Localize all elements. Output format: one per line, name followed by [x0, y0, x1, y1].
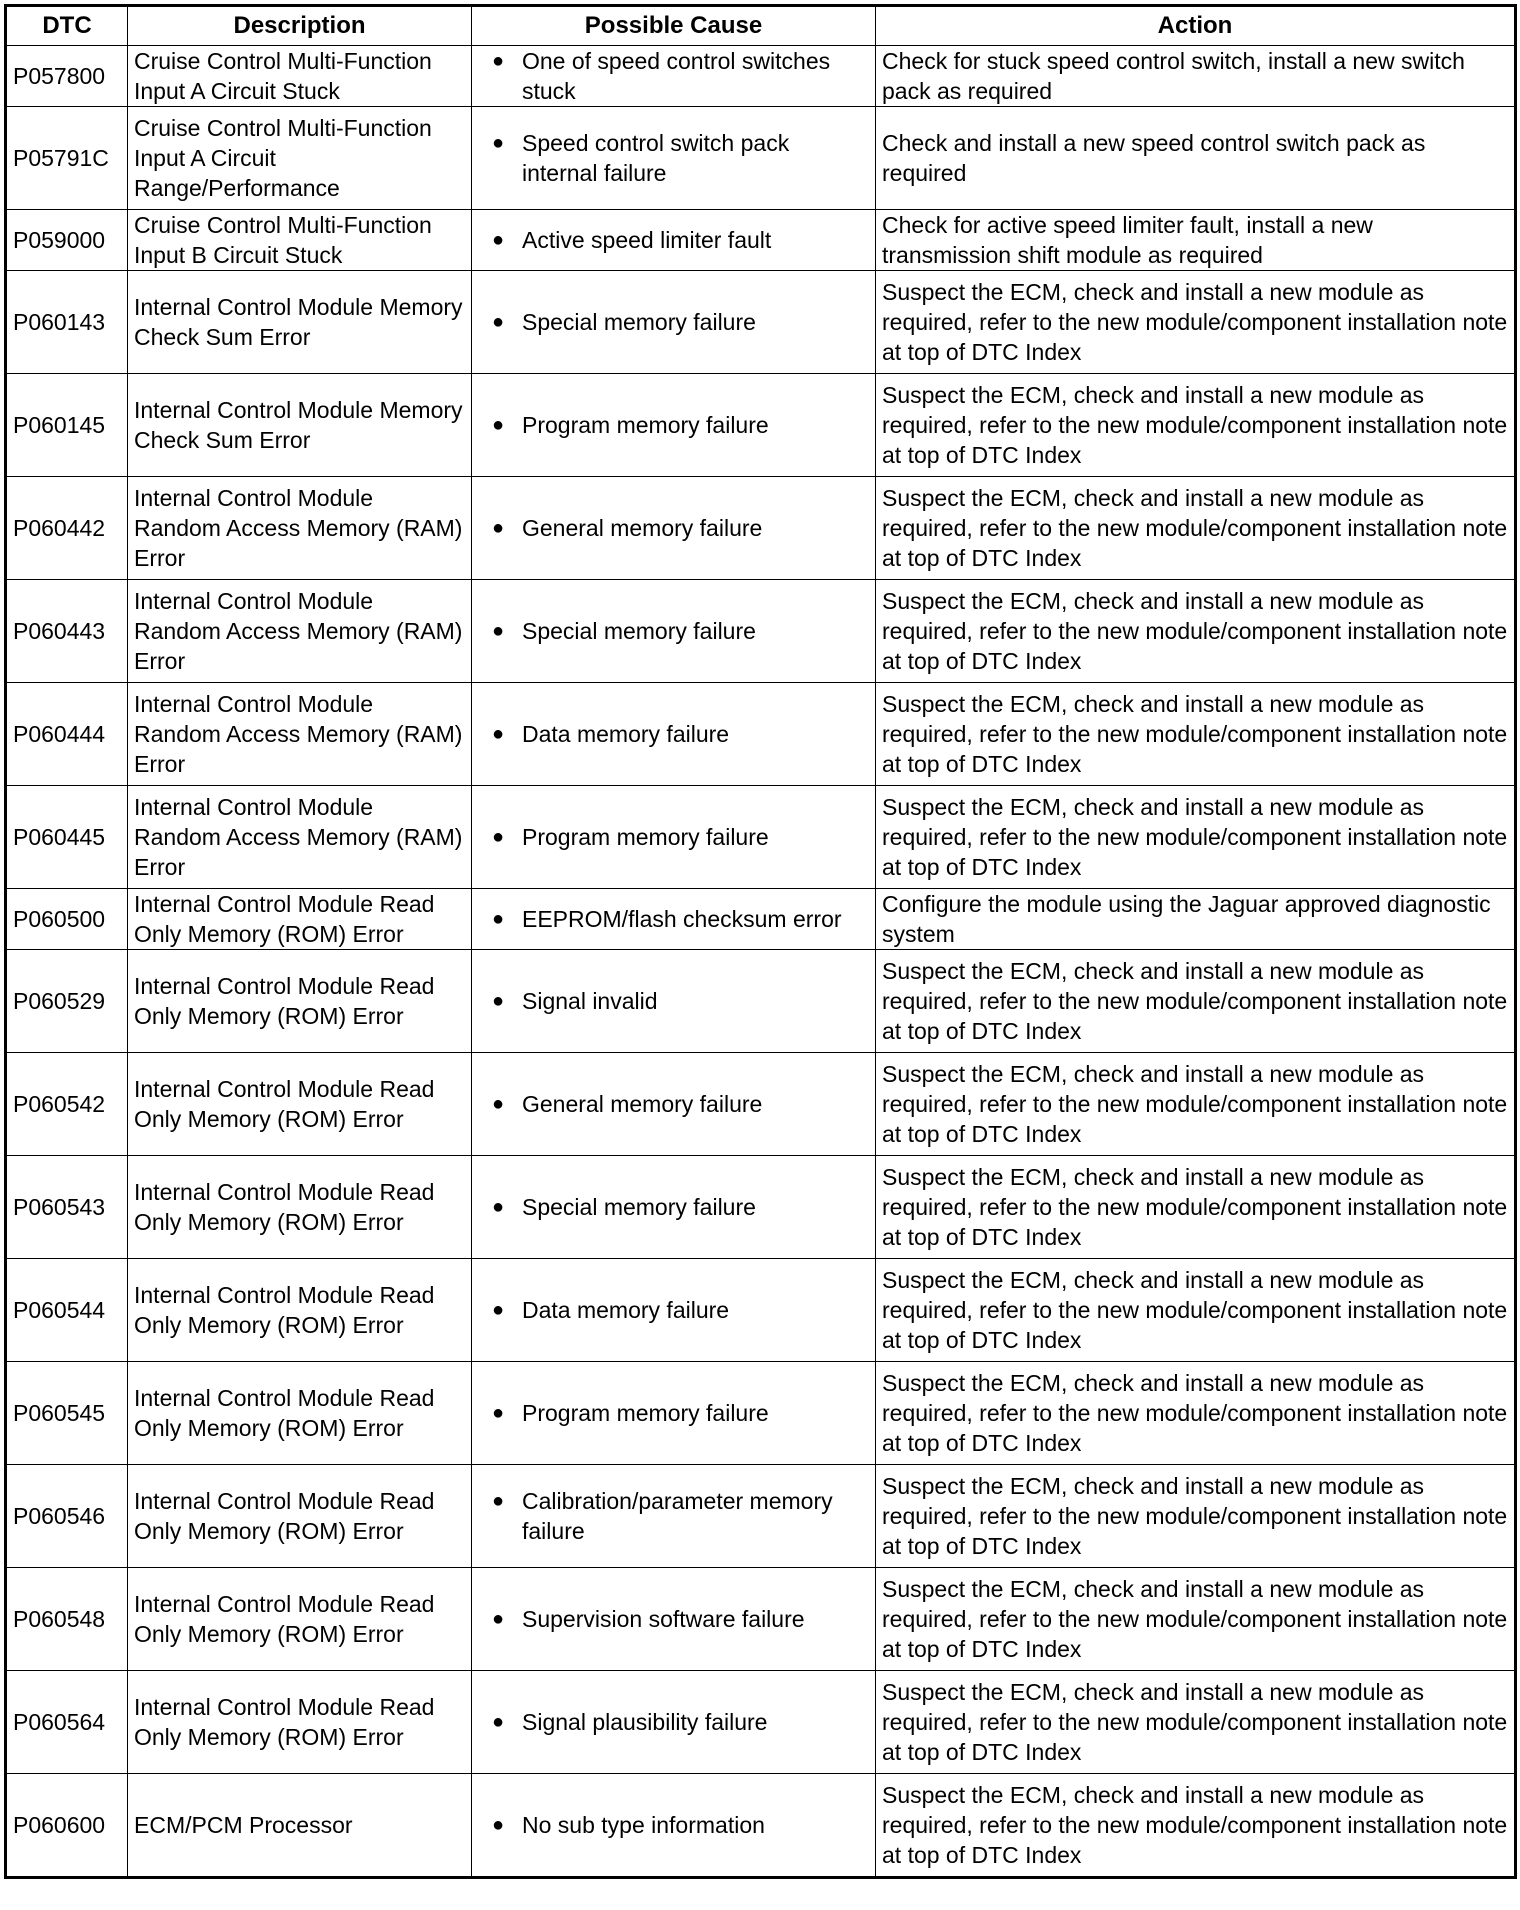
- action-text: Suspect the ECM, check and install a new module as required, refer to the new module/component installation note at top of DTC Index: [876, 1671, 1516, 1774]
- bullet-icon: ●: [492, 990, 505, 1012]
- action-text: Suspect the ECM, check and install a new module as required, refer to the new module/component installation note at top of DTC Index: [876, 950, 1516, 1053]
- dtc-code: P060500: [6, 889, 128, 950]
- possible-cause: No sub type information: [522, 1812, 765, 1838]
- dtc-description: ECM/PCM Processor: [128, 1774, 472, 1878]
- possible-cause: Active speed limiter fault: [522, 227, 772, 253]
- dtc-description: Cruise Control Multi-Function Input A Circuit Range/Performance: [128, 107, 472, 210]
- possible-cause: Program memory failure: [522, 1400, 769, 1426]
- action-text: Suspect the ECM, check and install a new module as required, refer to the new module/component installation note at top of DTC Index: [876, 786, 1516, 889]
- possible-cause-cell: [472, 1568, 876, 1671]
- table-row: [6, 1259, 1516, 1362]
- possible-cause-cell: [472, 477, 876, 580]
- dtc-description: Internal Control Module Read Only Memory (ROM) Error: [128, 1259, 472, 1362]
- possible-cause-cell: [472, 1671, 876, 1774]
- dtc-description: Internal Control Module Read Only Memory (ROM) Error: [128, 950, 472, 1053]
- dtc-code: P05791C: [6, 107, 128, 210]
- possible-cause: Special memory failure: [522, 618, 756, 644]
- action-text: Check and install a new speed control switch pack as required: [876, 107, 1516, 210]
- possible-cause-cell: [472, 1465, 876, 1568]
- possible-cause-cell: [472, 46, 876, 107]
- bullet-icon: ●: [492, 1490, 505, 1512]
- bullet-icon: ●: [492, 311, 505, 333]
- possible-cause-cell: [472, 1774, 876, 1878]
- bullet-icon: ●: [492, 1093, 505, 1115]
- dtc-code: P060542: [6, 1053, 128, 1156]
- bullet-icon: ●: [492, 826, 505, 848]
- possible-cause: Supervision software failure: [522, 1606, 805, 1632]
- possible-cause: Special memory failure: [522, 309, 756, 335]
- table-row: [6, 889, 1516, 950]
- action-text: Suspect the ECM, check and install a new module as required, refer to the new module/component installation note at top of DTC Index: [876, 580, 1516, 683]
- action-text: Suspect the ECM, check and install a new module as required, refer to the new module/component installation note at top of DTC Index: [876, 271, 1516, 374]
- table-row: [6, 580, 1516, 683]
- action-text: Suspect the ECM, check and install a new module as required, refer to the new module/component installation note at top of DTC Index: [876, 1053, 1516, 1156]
- possible-cause-cell: [472, 107, 876, 210]
- bullet-icon: ●: [492, 1402, 505, 1424]
- possible-cause: Special memory failure: [522, 1194, 756, 1220]
- table-row: [6, 107, 1516, 210]
- dtc-description: Internal Control Module Read Only Memory (ROM) Error: [128, 1156, 472, 1259]
- dtc-code: P060600: [6, 1774, 128, 1878]
- bullet-icon: ●: [492, 1196, 505, 1218]
- possible-cause: One of speed control switches stuck: [522, 48, 831, 104]
- bullet-icon: ●: [492, 1299, 505, 1321]
- bullet-icon: ●: [492, 908, 505, 930]
- bullet-icon: ●: [492, 1608, 505, 1630]
- table-header-row: [6, 6, 1516, 46]
- table-row: [6, 950, 1516, 1053]
- possible-cause-cell: [472, 374, 876, 477]
- possible-cause: Signal plausibility failure: [522, 1709, 768, 1735]
- action-text: Suspect the ECM, check and install a new module as required, refer to the new module/component installation note at top of DTC Index: [876, 477, 1516, 580]
- dtc-description: Internal Control Module Read Only Memory (ROM) Error: [128, 1362, 472, 1465]
- dtc-code: P060548: [6, 1568, 128, 1671]
- bullet-icon: ●: [492, 723, 505, 745]
- table-row: [6, 46, 1516, 107]
- bullet-icon: ●: [492, 229, 505, 251]
- dtc-description: Internal Control Module Read Only Memory (ROM) Error: [128, 1568, 472, 1671]
- dtc-code: P060443: [6, 580, 128, 683]
- bullet-icon: ●: [492, 414, 505, 436]
- dtc-code: P060529: [6, 950, 128, 1053]
- possible-cause-cell: [472, 786, 876, 889]
- table-row: [6, 683, 1516, 786]
- action-text: Suspect the ECM, check and install a new module as required, refer to the new module/component installation note at top of DTC Index: [876, 1259, 1516, 1362]
- action-text: Suspect the ECM, check and install a new module as required, refer to the new module/component installation note at top of DTC Index: [876, 1774, 1516, 1878]
- possible-cause-cell: [472, 950, 876, 1053]
- table-row: [6, 1568, 1516, 1671]
- possible-cause: Speed control switch pack internal failure: [522, 130, 790, 186]
- dtc-code: P060545: [6, 1362, 128, 1465]
- possible-cause-cell: [472, 210, 876, 271]
- dtc-code: P060145: [6, 374, 128, 477]
- header-description: Description: [128, 6, 472, 46]
- possible-cause-cell: [472, 580, 876, 683]
- possible-cause: EEPROM/flash checksum error: [522, 906, 842, 932]
- dtc-code: P057800: [6, 46, 128, 107]
- table-row: [6, 1362, 1516, 1465]
- header-dtc: DTC: [6, 6, 128, 46]
- dtc-description: Internal Control Module Memory Check Sum Error: [128, 374, 472, 477]
- table-row: [6, 1156, 1516, 1259]
- possible-cause: Calibration/parameter memory failure: [522, 1488, 833, 1544]
- possible-cause: General memory failure: [522, 1091, 763, 1117]
- dtc-code: P060543: [6, 1156, 128, 1259]
- dtc-description: Internal Control Module Memory Check Sum Error: [128, 271, 472, 374]
- dtc-description: Cruise Control Multi-Function Input A Circuit Stuck: [128, 46, 472, 107]
- dtc-description: Internal Control Module Read Only Memory (ROM) Error: [128, 889, 472, 950]
- table-row: [6, 786, 1516, 889]
- table-row: [6, 1053, 1516, 1156]
- action-text: Suspect the ECM, check and install a new module as required, refer to the new module/component installation note at top of DTC Index: [876, 1156, 1516, 1259]
- action-text: Suspect the ECM, check and install a new module as required, refer to the new module/component installation note at top of DTC Index: [876, 1568, 1516, 1671]
- possible-cause-cell: [472, 271, 876, 374]
- dtc-code: P060544: [6, 1259, 128, 1362]
- dtc-description: Internal Control Module Random Access Memory (RAM) Error: [128, 477, 472, 580]
- possible-cause-cell: [472, 683, 876, 786]
- dtc-description: Internal Control Module Read Only Memory (ROM) Error: [128, 1053, 472, 1156]
- possible-cause-cell: [472, 1156, 876, 1259]
- action-text: Suspect the ECM, check and install a new module as required, refer to the new module/component installation note at top of DTC Index: [876, 374, 1516, 477]
- dtc-code: P060444: [6, 683, 128, 786]
- dtc-code: P060445: [6, 786, 128, 889]
- table-row: [6, 271, 1516, 374]
- action-text: Suspect the ECM, check and install a new module as required, refer to the new module/component installation note at top of DTC Index: [876, 1465, 1516, 1568]
- dtc-description: Internal Control Module Random Access Memory (RAM) Error: [128, 580, 472, 683]
- action-text: Suspect the ECM, check and install a new module as required, refer to the new module/component installation note at top of DTC Index: [876, 1362, 1516, 1465]
- dtc-description: Internal Control Module Read Only Memory (ROM) Error: [128, 1465, 472, 1568]
- dtc-description: Internal Control Module Read Only Memory (ROM) Error: [128, 1671, 472, 1774]
- table-row: [6, 477, 1516, 580]
- dtc-description: Cruise Control Multi-Function Input B Circuit Stuck: [128, 210, 472, 271]
- dtc-description: Internal Control Module Random Access Memory (RAM) Error: [128, 786, 472, 889]
- table-row: [6, 1671, 1516, 1774]
- bullet-icon: ●: [492, 132, 505, 154]
- possible-cause-cell: [472, 1362, 876, 1465]
- dtc-code: P060546: [6, 1465, 128, 1568]
- action-text: Check for stuck speed control switch, install a new switch pack as required: [876, 46, 1516, 107]
- bullet-icon: ●: [492, 1711, 505, 1733]
- dtc-code: P059000: [6, 210, 128, 271]
- table-row: [6, 1465, 1516, 1568]
- possible-cause: Program memory failure: [522, 412, 769, 438]
- action-text: Configure the module using the Jaguar approved diagnostic system: [876, 889, 1516, 950]
- dtc-code: P060442: [6, 477, 128, 580]
- bullet-icon: ●: [492, 50, 505, 72]
- action-text: Check for active speed limiter fault, install a new transmission shift module as required: [876, 210, 1516, 271]
- possible-cause-cell: [472, 889, 876, 950]
- dtc-code: P060143: [6, 271, 128, 374]
- bullet-icon: ●: [492, 1814, 505, 1836]
- table-row: [6, 1774, 1516, 1878]
- possible-cause: Data memory failure: [522, 1297, 730, 1323]
- header-action: Action: [876, 6, 1516, 46]
- possible-cause: Program memory failure: [522, 824, 769, 850]
- table-row: [6, 374, 1516, 477]
- possible-cause-cell: [472, 1053, 876, 1156]
- action-text: Suspect the ECM, check and install a new module as required, refer to the new module/component installation note at top of DTC Index: [876, 683, 1516, 786]
- possible-cause: General memory failure: [522, 515, 763, 541]
- possible-cause-cell: [472, 1259, 876, 1362]
- possible-cause: Data memory failure: [522, 721, 730, 747]
- dtc-description: Internal Control Module Random Access Memory (RAM) Error: [128, 683, 472, 786]
- dtc-table: [4, 4, 1517, 1879]
- table-row: [6, 210, 1516, 271]
- possible-cause: Signal invalid: [522, 988, 658, 1014]
- dtc-code: P060564: [6, 1671, 128, 1774]
- header-possible-cause: Possible Cause: [472, 6, 876, 46]
- bullet-icon: ●: [492, 517, 505, 539]
- bullet-icon: ●: [492, 620, 505, 642]
